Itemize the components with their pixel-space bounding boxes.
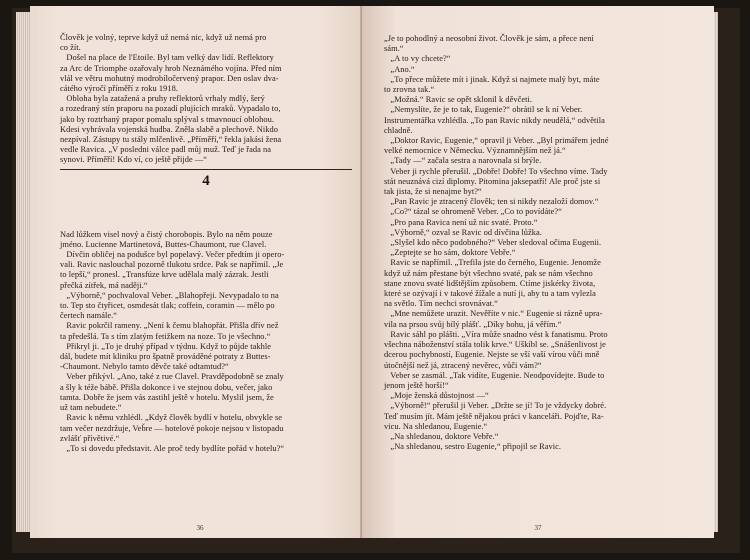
text-line: Veber přikývl. „Ano, také z rue Clavel. Pravděpodobně se znaly — [60, 372, 284, 382]
text-line: „To si dovedu představit. Ale proč tedy bydlíte pořád v hotelu?“ — [60, 443, 285, 453]
text-line: všechna náboženství stála tolik krve.“ Uškíbl se. „Snášenlivost je — [384, 340, 606, 350]
text-line: „Co?“ tázal se ohromeně Veber. „Co to povídáte?“ — [384, 207, 562, 217]
text-line: „Výborně,“ pochvaloval Veber. „Blahopřeji. Nevypadalo to na — [60, 290, 279, 300]
text-line: Nad lůžkem visel nový a čistý chorobopis. Bylo na něm pouze — [60, 229, 273, 239]
text-line: stane znovu svaté lidštějším způsobem. Ctíme jiskérky života, — [384, 278, 596, 288]
text-line: „Slyšel kdo něco podobného?“ Veber sledoval očima Eugenii. — [384, 238, 602, 248]
text-line: vicu. Na shledanou, Eugenie.“ — [384, 421, 488, 431]
text-line: Člověk je volný, teprve když už nemá nic, když už nemá pro — [60, 33, 267, 42]
text-line: Kdesi vyhrávala vojenská hudba. Zněla slabě a plechově. Nikdo — [60, 124, 278, 134]
text-line: jenom ještě horší!“ — [384, 380, 449, 390]
text-line: Teď musím jít. Mám ještě nějakou práci v kanceláři. Pojďte, Ra- — [384, 411, 604, 421]
right-page — [362, 6, 714, 538]
text-line: stát neuznává cizí diplomy. Pitomina jaksepatří! Ale proč jste si — [384, 176, 601, 186]
page-number-right: 37 — [534, 524, 542, 532]
text-line: tam večer nezdržuje, Veb̆re — hotelové pokoje nejsou v listopadu — [60, 423, 284, 433]
text-line: už tam nebudete.“ — [60, 403, 122, 413]
text-line: dál, budete mít kliniku pro špatně prováděné potraty z Buttes- — [60, 352, 271, 362]
text-line: „Mne nemůžete urazit. Nevěříte v nic.“ Eugenie si rázně upra- — [384, 309, 603, 319]
left-page — [30, 6, 370, 538]
text-line: když už nám přestane být všechno svaté, pak se nám všechno — [384, 268, 593, 278]
chapter-number: 4 — [202, 172, 210, 189]
text-line: „Na shledanou, doktore Vebře.“ — [384, 431, 499, 441]
text-line: „Možná.“ Ravic se opět sklonil k děvčeti. — [384, 95, 533, 105]
text-line: vali. Ravic naslouchal pozorně tlukotu srdce. Pak se napřímil. „Je — [60, 260, 284, 270]
text-line: Instrumentářka vzhlédla. „To pan Ravic nikdy neudělá,“ odvětila — [384, 115, 605, 125]
text-line: „Pro pana Ravica není už nic svaté. Proto.“ — [384, 217, 538, 227]
text-line: „Pan Ravic je ztracený člověk; ten si nikdy nezaloží domov.“ — [384, 197, 599, 207]
text-line: to. Tep sto čtyřicet, osmdesát tlak; coffein, coramin — mělo po — [60, 301, 275, 311]
text-line: zvlášť přívětivé.“ — [60, 433, 120, 443]
text-line: Veber ji rychle přerušil. „Dobře! Dobře! To všechno víme. Tady — [384, 166, 608, 176]
text-line: „A to vy chcete?“ — [384, 54, 451, 64]
text-line: to zrovna tak.“ — [384, 85, 435, 95]
text-line: „Ano.“ — [384, 64, 415, 74]
text-line: dcerou pochybností, Eugenie. Nejste se vší vaší vírou vůči mně — [384, 350, 600, 360]
text-line: jako by roztrhaný prapor pomalu splýval s tmavnoucí oblohou. — [60, 114, 274, 124]
text-line: Došel na place de l'Etoile. Byl tam velký dav lidí. Reflektory — [60, 53, 274, 63]
text-line: chladně. — [384, 125, 413, 135]
text-line: za Arc de Triomphe ozařovaly hrob Neznámého vojína. Před ním — [60, 63, 282, 73]
text-line: synovi. Příměří! Kdo ví, co ještě přijde —“ — [60, 155, 208, 165]
text-line: sám.“ — [384, 44, 404, 54]
text-line: a šly k téže bábě. Přišla dokonce i ve stejnou dobu, večer, jako — [60, 382, 273, 392]
text-line: „Výborně!“ přerušil ji Veber. „Držte se jí! To je vždycky dobré. — [384, 401, 607, 411]
right-body-text — [384, 34, 680, 452]
text-line: „Nemyslíte, že je to tak, Eugenie?“ obrátil se k ní Veber. — [384, 105, 583, 115]
text-line: jméno. Lucienne Martinetová, Buttes-Chaumont, rue Clavel. — [60, 239, 267, 249]
page-number-left: 36 — [196, 524, 204, 532]
text-line: „Výborně,“ ozval se Ravic od dívčina lůžka. — [384, 227, 542, 237]
text-line: na světlo. Tím nechci srovnávat.“ — [384, 299, 499, 309]
text-line: čertech namále.“ — [60, 311, 118, 321]
text-line: velké nemocnice v Německu. Významnějším než já.“ — [384, 146, 566, 156]
text-line: „Moje ženská důstojnost —“ — [384, 391, 489, 401]
text-line: vila na prsou svůj bílý plášť. „Díky bohu, já věřím.“ — [384, 319, 562, 329]
text-line: „Zeptejte se ho sám, doktore Vebře.“ — [384, 248, 516, 258]
text-line: Dívčin obličej na podušce byl popelavý. Večer předtím ji opero- — [60, 250, 285, 260]
text-line: „To přece můžete mít i jinak. Když si najmete malý byt, máte — [384, 74, 600, 84]
text-line: Ravic sáhl po plášti. „Víra může snadno vést k fanatismu. Proto — [384, 329, 608, 339]
text-line: tamta. Dobře že jsem vás zastihl ještě v hotelu. Myslil jsem, že — [60, 392, 274, 402]
text-line: Veber se zasmál. „Tak vidíte, Eugenie. Neodpovídejte. Bude to — [384, 370, 605, 380]
text-line: „Na shledanou, sestro Eugenie,“ připojil se Ravic. — [384, 442, 562, 452]
left-top-text — [60, 33, 352, 166]
text-line: vlál ve větru mohutný modrobíločervený prapor. Den oslav dva- — [60, 73, 279, 83]
text-line: „Doktor Ravic, Eugenie,“ opravil ji Veber. „Byl primářem jedné — [384, 136, 609, 146]
text-line: tak jista, že si nenajme byt?“ — [384, 187, 482, 197]
text-line: -Chaumont. Nebylo tamto děvče také odtamtud?“ — [60, 362, 229, 372]
left-body-text — [60, 230, 352, 454]
text-line: Přikryl ji. „To je druhý případ v týdnu. Když to půjde takhle — [60, 341, 272, 351]
text-line: vedle Ravica. „V posledni válce padl můj muž. Teď je řada na — [60, 145, 272, 155]
text-line: útočnější než já, ztracený nevěrec, vůči vám?“ — [384, 360, 542, 370]
text-line: přečká zítřek, má naději.“ — [60, 280, 148, 290]
chapter-rule — [60, 169, 352, 170]
text-line: cátého výročí příměří z roku 1918. — [60, 84, 178, 94]
text-line: Obloha byla zatažená a pruhy reflektorů vrhaly mdlý, šerý — [60, 94, 265, 104]
text-line: co žít. — [60, 43, 81, 53]
text-line: ta předešlá. Ta s tím zlatým fetižkem na noze. To je všechno.“ — [60, 331, 271, 341]
text-line: Ravic se napřímil. „Trefila jste do černého, Eugenie. Jenomže — [384, 258, 601, 268]
text-line: „Tady —“ začala sestra a narovnala si brýle. — [384, 156, 542, 166]
text-line: nezpíval. Zástupy tu stály mlčenlivě. „Příměří,“ řekla jakási žena — [60, 135, 282, 145]
text-line: to lepší,“ pronesl. „Transfúze krve udělala malý zázrak. Jestli — [60, 270, 269, 280]
text-line: „Je to pohodlný a neosobní život. Člověk je sám, a přece není — [384, 34, 594, 43]
text-line: a rozedraný stín praporu na pozadí plujících mraků. Vypadalo to, — [60, 104, 281, 114]
text-line: které se ozývají i v takové žížale a nutí ji, aby tu a tam vylezla — [384, 289, 596, 299]
text-line: Ravic k němu vzhlédl. „Když člověk bydlí v hotelu, obvykle se — [60, 413, 283, 423]
text-line: Ravic pokrčil rameny. „Není k čemu blahopřát. Přišla dřív než — [60, 321, 279, 331]
